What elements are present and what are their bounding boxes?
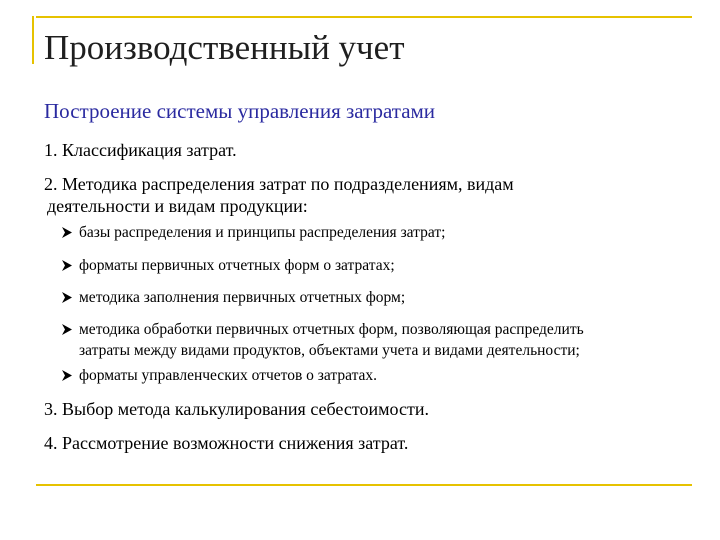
- bottom-divider: [36, 484, 692, 486]
- sub-bullet-item: [62, 365, 377, 386]
- sub-bullet-item: [62, 255, 395, 276]
- sub-bullet-text-continued: затраты между видами продуктов, объектами учета и видами деятельности;: [79, 342, 580, 359]
- list-item-2-line-2: деятельности и видам продукции:: [47, 196, 308, 216]
- left-accent-line: [32, 16, 34, 64]
- sub-bullet-text: форматы управленческих отчетов о затратах.: [79, 367, 378, 384]
- list-item-2-line-1: 2. Методика распределения затрат по подразделениям, видам: [44, 174, 514, 194]
- sub-bullet-text: методика заполнения первичных отчетных форм;: [79, 289, 406, 306]
- arrowhead-bullet-icon: [62, 370, 72, 381]
- slide-subtitle: Построение системы управления затратами: [44, 99, 436, 123]
- slide-title: Производственный учет: [44, 28, 405, 67]
- sub-bullet-text: форматы первичных отчетных форм о затратах;: [79, 257, 395, 274]
- arrowhead-bullet-icon: [62, 227, 72, 238]
- sub-bullet-text: базы распределения и принципы распределения затрат;: [79, 224, 446, 241]
- sub-bullet-item: [62, 287, 405, 308]
- top-divider: [36, 16, 692, 18]
- arrowhead-bullet-icon: [62, 324, 72, 335]
- sub-bullet-item: [62, 319, 584, 361]
- list-item-2: [44, 173, 514, 217]
- list-item-3: 3. Выбор метода калькулирования себестоимости.: [44, 399, 429, 419]
- arrowhead-bullet-icon: [62, 260, 72, 271]
- arrowhead-bullet-icon: [62, 292, 72, 303]
- list-item-4: 4. Рассмотрение возможности снижения затрат.: [44, 433, 409, 453]
- sub-bullet-item: [62, 222, 445, 243]
- sub-bullet-text: методика обработки первичных отчетных форм, позволяющая распределить: [79, 321, 584, 338]
- list-item-1: 1. Классификация затрат.: [44, 140, 237, 160]
